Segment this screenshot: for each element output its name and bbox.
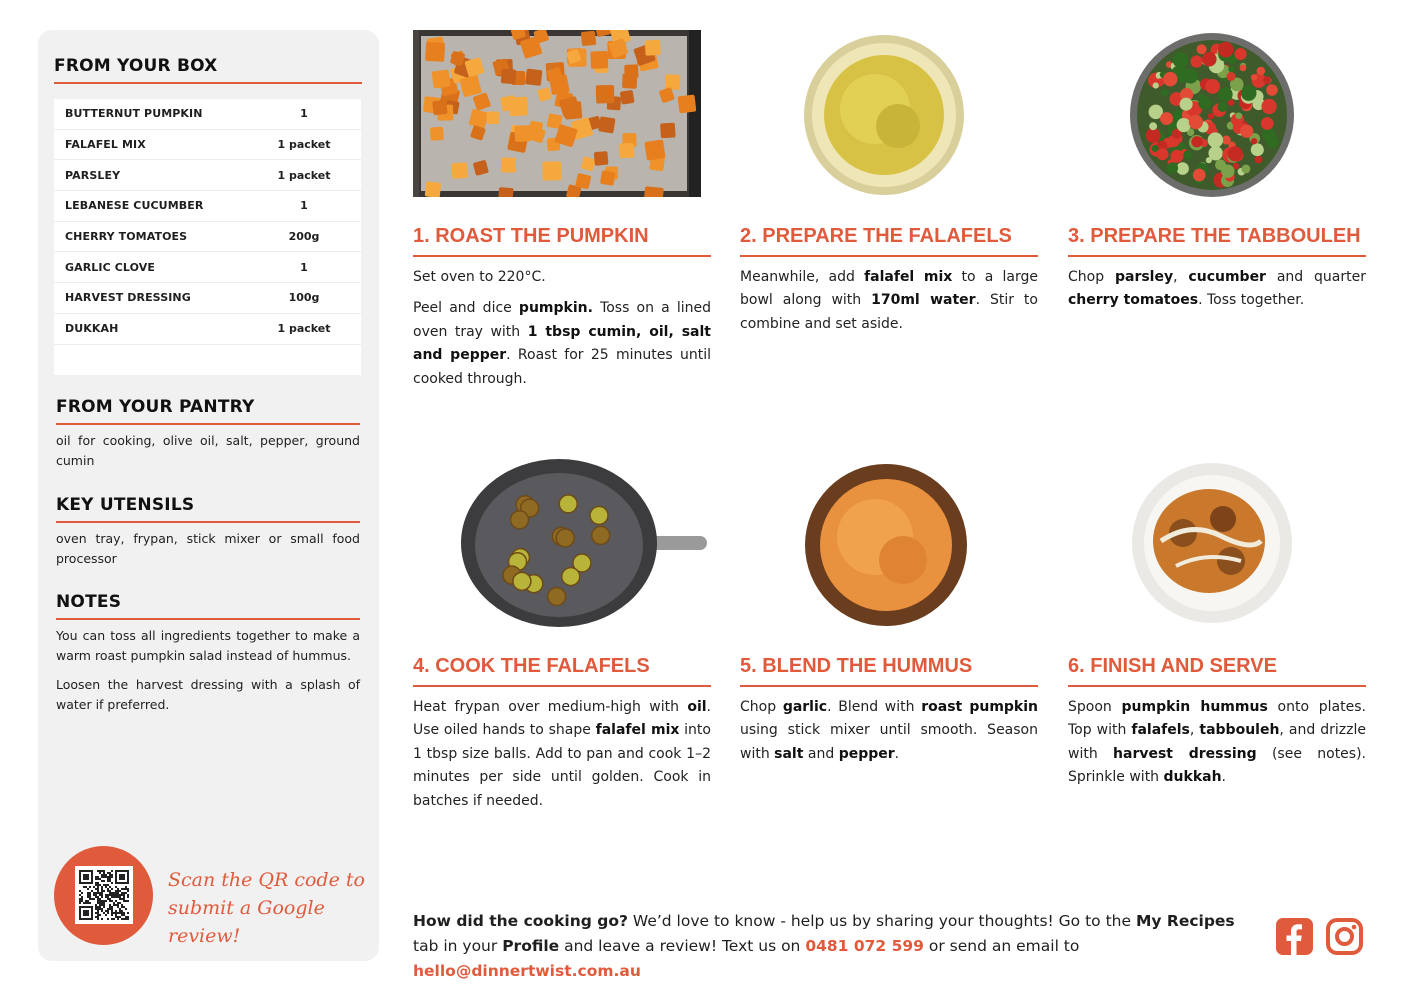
ingredient-qty: 1 packet bbox=[277, 322, 331, 336]
ingredient-name: PARSLEY bbox=[65, 168, 121, 182]
step-2-text bbox=[740, 266, 1038, 344]
ingredient-qty: 1 bbox=[300, 199, 308, 213]
text-run: Heat frypan over medium-high with bbox=[413, 699, 688, 715]
notes-section-title: NOTES bbox=[56, 592, 360, 620]
ingredient-name: FALAFEL MIX bbox=[65, 138, 146, 152]
ingredient-row bbox=[54, 99, 361, 130]
step-4-text bbox=[413, 696, 711, 821]
step-6-text bbox=[1068, 696, 1366, 798]
ingredient-name: HARVEST DRESSING bbox=[65, 291, 191, 305]
bold-text: cherry tomatoes bbox=[1068, 292, 1199, 309]
qr-caption bbox=[168, 866, 373, 950]
step-paragraph bbox=[1068, 266, 1366, 313]
qr-badge[interactable] bbox=[54, 846, 153, 945]
facebook-icon[interactable] bbox=[1276, 918, 1313, 955]
text-run: . Roast for 25 minutes until cooked through. bbox=[413, 347, 711, 387]
step-paragraph bbox=[413, 266, 711, 289]
pantry-text: oil for cooking, olive oil, salt, pepper, ground cumin bbox=[56, 433, 360, 468]
text-run: onto plates. Top with bbox=[1068, 699, 1366, 739]
text-run: , and drizzle with bbox=[1068, 722, 1366, 762]
bold-text: How did the cooking go? bbox=[413, 912, 628, 930]
text-run: . Blend with bbox=[827, 699, 922, 715]
step-1-text bbox=[413, 266, 711, 399]
bold-text: harvest dressing bbox=[1113, 745, 1257, 762]
bold-text: My Recipes bbox=[1135, 912, 1235, 930]
contact-link[interactable]: hello@dinnertwist.com.au bbox=[413, 962, 641, 980]
step-3-title: 3. PREPARE THE TABBOULEH bbox=[1068, 225, 1366, 257]
text-run: , bbox=[1173, 269, 1189, 285]
qr-caption-line: submit a Google review! bbox=[168, 897, 325, 947]
bold-text: roast pumpkin bbox=[921, 699, 1039, 715]
step-1-title: 1. ROAST THE PUMPKIN bbox=[413, 225, 711, 257]
bold-text: pepper bbox=[838, 745, 895, 762]
bold-text: pumpkin. bbox=[518, 300, 593, 317]
ingredient-name: DUKKAH bbox=[65, 322, 119, 336]
step-paragraph bbox=[740, 696, 1038, 766]
ingredient-row bbox=[54, 283, 361, 314]
step-5-text bbox=[740, 696, 1038, 774]
ingredient-row bbox=[54, 191, 361, 222]
text-run: Chop bbox=[740, 699, 783, 715]
box-section-title: FROM YOUR BOX bbox=[54, 56, 362, 84]
bold-text: salt bbox=[774, 745, 804, 762]
text-run: Peel and dice bbox=[413, 300, 519, 317]
text-run: Chop bbox=[1068, 269, 1115, 285]
text-run: . bbox=[1221, 769, 1226, 786]
step-paragraph bbox=[413, 696, 711, 813]
box-ingredients-table bbox=[54, 99, 361, 375]
ingredient-name: LEBANESE CUCUMBER bbox=[65, 199, 204, 213]
utensils-text: oven tray, frypan, stick mixer or small food processor bbox=[56, 531, 360, 566]
bold-text: pumpkin hummus bbox=[1121, 699, 1268, 715]
ingredient-row bbox=[54, 160, 361, 191]
instagram-icon[interactable] bbox=[1326, 918, 1363, 955]
text-run: into 1 tbsp size balls. Add to pan and cook 1–2 minutes per side until golden. Cook in batches if needed. bbox=[413, 722, 711, 809]
utensils-section-title: KEY UTENSILS bbox=[56, 495, 360, 523]
bold-text: Profile bbox=[502, 937, 560, 955]
text-run: . Toss together. bbox=[1198, 292, 1305, 309]
step-3-text bbox=[1068, 266, 1366, 321]
ingredient-qty: 1 bbox=[300, 260, 308, 274]
text-run: and leave a review! Text us on bbox=[559, 937, 806, 955]
step-paragraph bbox=[1068, 696, 1366, 790]
ingredient-name: GARLIC CLOVE bbox=[65, 260, 155, 274]
contact-link[interactable]: 0481 072 599 bbox=[805, 937, 924, 955]
bold-text: parsley bbox=[1114, 269, 1174, 285]
step-5-photo bbox=[805, 462, 967, 628]
bold-text: 170ml water bbox=[871, 292, 976, 309]
text-run: to a large bowl along with bbox=[740, 269, 1038, 309]
step-4-title: 4. COOK THE FALAFELS bbox=[413, 655, 711, 687]
step-4-photo bbox=[461, 459, 707, 628]
step-6-title: 6. FINISH AND SERVE bbox=[1068, 655, 1366, 687]
text-run: and quarter bbox=[1265, 269, 1366, 285]
ingredient-qty: 1 packet bbox=[277, 138, 331, 152]
step-2-photo bbox=[803, 34, 965, 196]
ingredient-qty: 200g bbox=[288, 230, 320, 244]
qr-code-icon[interactable] bbox=[75, 866, 133, 924]
text-run: Toss on a lined oven tray with bbox=[413, 300, 711, 340]
step-6-photo bbox=[1131, 461, 1293, 625]
footer-review-text bbox=[413, 909, 1263, 984]
step-5-title: 5. BLEND THE HUMMUS bbox=[740, 655, 1038, 687]
text-run: . bbox=[894, 745, 900, 762]
ingredient-name: BUTTERNUT PUMPKIN bbox=[65, 107, 203, 121]
pantry-section-title: FROM YOUR PANTRY bbox=[56, 397, 360, 425]
ingredient-row bbox=[54, 130, 361, 161]
note-item: You can toss all ingredients together to make a warm roast pumpkin salad instead of hummus. bbox=[56, 628, 360, 663]
bold-text: falafel mix bbox=[864, 269, 953, 285]
text-run: tab in your bbox=[413, 937, 503, 955]
text-run: . Use oiled hands to shape bbox=[413, 699, 711, 739]
step-1-photo bbox=[413, 30, 701, 197]
ingredient-qty: 100g bbox=[288, 291, 320, 305]
text-run: Meanwhile, add bbox=[740, 269, 865, 285]
text-run: and bbox=[803, 745, 839, 762]
text-run: Set oven to 220°C. bbox=[413, 269, 546, 285]
text-run: using stick mixer until smooth. Season with bbox=[740, 722, 1038, 762]
text-run: . Stir to combine and set aside. bbox=[740, 292, 1038, 332]
bold-text: tabbouleh bbox=[1199, 722, 1280, 739]
step-2-title: 2. PREPARE THE FALAFELS bbox=[740, 225, 1038, 257]
ingredient-qty: 1 packet bbox=[277, 168, 331, 182]
ingredient-row bbox=[54, 252, 361, 283]
ingredient-row bbox=[54, 314, 361, 345]
bold-text: falafels bbox=[1131, 722, 1190, 739]
step-paragraph bbox=[413, 297, 711, 391]
qr-caption-line: Scan the QR code to bbox=[168, 869, 365, 891]
note-item: Loosen the harvest dressing with a splash of water if preferred. bbox=[56, 677, 360, 712]
text-run: We’d love to know - help us by sharing your thoughts! Go to the bbox=[627, 912, 1136, 930]
ingredient-row bbox=[54, 222, 361, 253]
ingredient-qty: 1 bbox=[300, 107, 308, 121]
bold-text: garlic bbox=[782, 699, 828, 715]
text-run: or send an email to bbox=[923, 937, 1080, 955]
text-run: , bbox=[1189, 722, 1200, 739]
notes-text bbox=[56, 626, 360, 724]
step-3-photo bbox=[1129, 32, 1295, 198]
bold-text: 1 tbsp cumin, oil, salt and pepper bbox=[413, 323, 711, 364]
ingredient-name: CHERRY TOMATOES bbox=[65, 230, 188, 244]
text-run: (see notes). Sprinkle with bbox=[1068, 745, 1366, 786]
bold-text: dukkah bbox=[1163, 769, 1222, 786]
bold-text: oil bbox=[687, 699, 707, 715]
sidebar-panel bbox=[38, 30, 379, 961]
bold-text: cucumber bbox=[1188, 269, 1266, 285]
step-paragraph bbox=[740, 266, 1038, 336]
bold-text: falafel mix bbox=[595, 722, 680, 739]
text-run: Spoon bbox=[1068, 699, 1122, 715]
